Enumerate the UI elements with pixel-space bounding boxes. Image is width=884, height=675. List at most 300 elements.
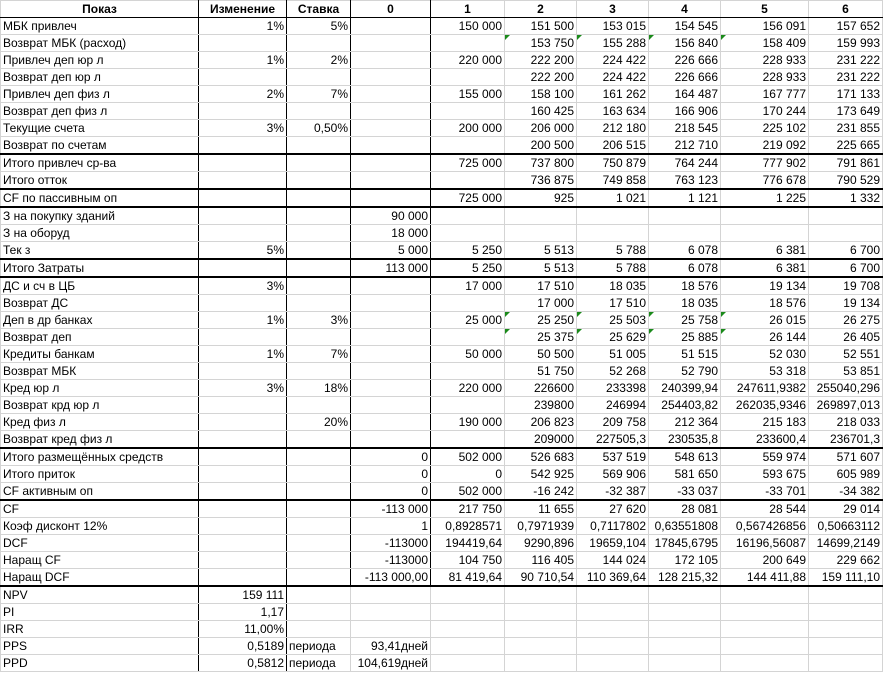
value-cell[interactable] [809,604,883,621]
value-cell[interactable] [431,655,505,672]
row-label-cell[interactable]: PPD [1,655,199,672]
value-cell[interactable]: 215 183 [721,414,809,431]
value-cell[interactable] [351,621,431,638]
row-label-cell[interactable]: МБК привлеч [1,18,199,35]
value-cell[interactable]: 209000 [505,431,577,449]
value-cell[interactable]: 113 000 [351,259,431,277]
value-cell[interactable] [199,397,287,414]
value-cell[interactable]: 25 250 [505,312,577,329]
row-label-cell[interactable]: Кред юр л [1,380,199,397]
value-cell[interactable] [199,483,287,501]
value-cell[interactable]: 144 024 [577,552,649,569]
value-cell[interactable] [809,586,883,604]
row-label-cell[interactable]: Деп в др банках [1,312,199,329]
column-header[interactable]: Показ [1,1,199,18]
value-cell[interactable] [287,483,351,501]
value-cell[interactable]: 51 750 [505,363,577,380]
row-label-cell[interactable]: Возврат МБК (расход) [1,35,199,52]
value-cell[interactable] [431,295,505,312]
value-cell[interactable] [351,295,431,312]
value-cell[interactable]: 19 708 [809,277,883,295]
column-header[interactable]: 5 [721,1,809,18]
value-cell[interactable] [199,137,287,155]
value-cell[interactable]: 750 879 [577,154,649,172]
value-cell[interactable]: 925 [505,189,577,207]
value-cell[interactable]: -33 037 [649,483,721,501]
value-cell[interactable]: 5% [287,18,351,35]
value-cell[interactable]: 151 500 [505,18,577,35]
value-cell[interactable]: 26 144 [721,329,809,346]
value-cell[interactable] [351,35,431,52]
value-cell[interactable]: 50 500 [505,346,577,363]
value-cell[interactable] [287,604,351,621]
value-cell[interactable]: 542 925 [505,466,577,483]
value-cell[interactable]: 5 788 [577,259,649,277]
row-label-cell[interactable]: Возврат по счетам [1,137,199,155]
value-cell[interactable] [649,586,721,604]
value-cell[interactable]: 26 275 [809,312,883,329]
row-label-cell[interactable]: Итого Затраты [1,259,199,277]
value-cell[interactable] [721,655,809,672]
row-label-cell[interactable]: Возврат кред физ л [1,431,199,449]
value-cell[interactable]: 171 133 [809,86,883,103]
value-cell[interactable]: 155 000 [431,86,505,103]
value-cell[interactable] [809,207,883,225]
value-cell[interactable]: 1 225 [721,189,809,207]
value-cell[interactable]: 269897,013 [809,397,883,414]
value-cell[interactable]: 18% [287,380,351,397]
value-cell[interactable]: 164 487 [649,86,721,103]
value-cell[interactable]: 156 840 [649,35,721,52]
value-cell[interactable] [351,329,431,346]
value-cell[interactable] [809,621,883,638]
value-cell[interactable]: 254403,82 [649,397,721,414]
value-cell[interactable] [199,207,287,225]
value-cell[interactable] [577,207,649,225]
value-cell[interactable]: 736 875 [505,172,577,190]
value-cell[interactable]: 173 649 [809,103,883,120]
value-cell[interactable]: 19 134 [809,295,883,312]
value-cell[interactable]: 159 111 [199,586,287,604]
value-cell[interactable] [287,431,351,449]
row-label-cell[interactable]: NPV [1,586,199,604]
value-cell[interactable]: 200 000 [431,120,505,137]
value-cell[interactable]: 166 906 [649,103,721,120]
row-label-cell[interactable]: ДС и сч в ЦБ [1,277,199,295]
row-label-cell[interactable]: PPS [1,638,199,655]
row-label-cell[interactable]: Кредиты банкам [1,346,199,363]
column-header[interactable]: 0 [351,1,431,18]
value-cell[interactable] [287,154,351,172]
value-cell[interactable]: 502 000 [431,483,505,501]
row-label-cell[interactable]: CF по пассивным оп [1,189,199,207]
value-cell[interactable]: 25 629 [577,329,649,346]
value-cell[interactable]: 239800 [505,397,577,414]
value-cell[interactable]: 7% [287,86,351,103]
value-cell[interactable]: 52 030 [721,346,809,363]
value-cell[interactable] [351,363,431,380]
value-cell[interactable] [351,380,431,397]
value-cell[interactable]: 161 262 [577,86,649,103]
value-cell[interactable]: 5 513 [505,259,577,277]
value-cell[interactable]: 128 215,32 [649,569,721,587]
value-cell[interactable] [351,586,431,604]
value-cell[interactable]: 159 111,10 [809,569,883,587]
value-cell[interactable]: 5 000 [351,242,431,260]
row-label-cell[interactable]: CF [1,500,199,518]
value-cell[interactable]: 25 503 [577,312,649,329]
value-cell[interactable] [287,448,351,466]
column-header[interactable]: 6 [809,1,883,18]
row-label-cell[interactable]: Текущие счета [1,120,199,137]
value-cell[interactable]: 218 033 [809,414,883,431]
value-cell[interactable]: 240399,94 [649,380,721,397]
value-cell[interactable] [199,329,287,346]
value-cell[interactable]: 17 510 [505,277,577,295]
value-cell[interactable] [351,431,431,449]
value-cell[interactable] [199,518,287,535]
value-cell[interactable]: 1 [351,518,431,535]
value-cell[interactable]: 2% [287,52,351,69]
value-cell[interactable]: 777 902 [721,154,809,172]
value-cell[interactable] [431,35,505,52]
value-cell[interactable]: 167 777 [721,86,809,103]
value-cell[interactable] [287,397,351,414]
value-cell[interactable]: 0 [351,483,431,501]
value-cell[interactable]: 194419,64 [431,535,505,552]
value-cell[interactable]: 209 758 [577,414,649,431]
value-cell[interactable]: 230535,8 [649,431,721,449]
value-cell[interactable]: 20% [287,414,351,431]
value-cell[interactable]: 26 015 [721,312,809,329]
value-cell[interactable]: 212 180 [577,120,649,137]
value-cell[interactable]: 224 422 [577,52,649,69]
value-cell[interactable]: 791 861 [809,154,883,172]
value-cell[interactable]: 52 551 [809,346,883,363]
value-cell[interactable] [431,103,505,120]
value-cell[interactable]: 7% [287,346,351,363]
value-cell[interactable] [199,189,287,207]
value-cell[interactable] [505,638,577,655]
value-cell[interactable] [351,137,431,155]
value-cell[interactable] [287,69,351,86]
value-cell[interactable]: -33 701 [721,483,809,501]
value-cell[interactable]: 0,5812 [199,655,287,672]
value-cell[interactable] [199,500,287,518]
value-cell[interactable]: 19 134 [721,277,809,295]
value-cell[interactable]: 154 545 [649,18,721,35]
value-cell[interactable] [287,621,351,638]
value-cell[interactable] [431,69,505,86]
value-cell[interactable]: 9290,896 [505,535,577,552]
row-label-cell[interactable]: Наращ CF [1,552,199,569]
value-cell[interactable] [199,225,287,242]
value-cell[interactable] [721,621,809,638]
row-label-cell[interactable]: З на покупку зданий [1,207,199,225]
column-header[interactable]: 2 [505,1,577,18]
value-cell[interactable] [649,638,721,655]
value-cell[interactable]: 233600,4 [721,431,809,449]
value-cell[interactable] [351,69,431,86]
value-cell[interactable]: 5 250 [431,242,505,260]
row-label-cell[interactable]: Итого привлеч ср-ва [1,154,199,172]
value-cell[interactable] [351,414,431,431]
value-cell[interactable]: 3% [199,277,287,295]
value-cell[interactable]: 236701,3 [809,431,883,449]
value-cell[interactable]: 220 000 [431,380,505,397]
row-label-cell[interactable]: З на оборуд [1,225,199,242]
value-cell[interactable] [505,586,577,604]
value-cell[interactable]: 11,00% [199,621,287,638]
value-cell[interactable]: 5 788 [577,242,649,260]
value-cell[interactable]: 158 100 [505,86,577,103]
value-cell[interactable]: 1 332 [809,189,883,207]
value-cell[interactable]: 150 000 [431,18,505,35]
value-cell[interactable] [287,259,351,277]
value-cell[interactable] [431,621,505,638]
value-cell[interactable] [199,35,287,52]
value-cell[interactable]: 206 823 [505,414,577,431]
value-cell[interactable]: 0,8928571 [431,518,505,535]
value-cell[interactable]: 776 678 [721,172,809,190]
row-label-cell[interactable]: CF активным оп [1,483,199,501]
value-cell[interactable] [351,172,431,190]
value-cell[interactable]: 51 005 [577,346,649,363]
value-cell[interactable]: 25 885 [649,329,721,346]
value-cell[interactable]: 17 000 [431,277,505,295]
value-cell[interactable] [351,189,431,207]
value-cell[interactable]: 81 419,64 [431,569,505,587]
value-cell[interactable]: 581 650 [649,466,721,483]
value-cell[interactable] [431,363,505,380]
row-label-cell[interactable]: Тек з [1,242,199,260]
value-cell[interactable] [351,120,431,137]
value-cell[interactable] [577,586,649,604]
value-cell[interactable]: 29 014 [809,500,883,518]
value-cell[interactable]: 228 933 [721,52,809,69]
column-header[interactable]: Изменение [199,1,287,18]
value-cell[interactable]: 1 121 [649,189,721,207]
value-cell[interactable]: 0 [351,448,431,466]
value-cell[interactable]: 110 369,64 [577,569,649,587]
value-cell[interactable]: 262035,9346 [721,397,809,414]
value-cell[interactable] [431,638,505,655]
value-cell[interactable]: 220 000 [431,52,505,69]
value-cell[interactable] [649,604,721,621]
value-cell[interactable] [199,69,287,86]
value-cell[interactable]: 155 288 [577,35,649,52]
value-cell[interactable] [287,552,351,569]
value-cell[interactable] [351,52,431,69]
value-cell[interactable] [199,448,287,466]
value-cell[interactable]: 17 000 [505,295,577,312]
row-label-cell[interactable]: Кред физ л [1,414,199,431]
row-label-cell[interactable]: Возврат деп физ л [1,103,199,120]
value-cell[interactable] [809,655,883,672]
value-cell[interactable]: 5% [199,242,287,260]
value-cell[interactable]: 17 510 [577,295,649,312]
value-cell[interactable]: 170 244 [721,103,809,120]
value-cell[interactable] [287,207,351,225]
value-cell[interactable]: 17845,6795 [649,535,721,552]
value-cell[interactable]: -113000 [351,552,431,569]
value-cell[interactable]: 157 652 [809,18,883,35]
value-cell[interactable]: 104,619дней [351,655,431,672]
value-cell[interactable] [431,207,505,225]
value-cell[interactable] [199,172,287,190]
value-cell[interactable] [287,103,351,120]
value-cell[interactable] [199,363,287,380]
value-cell[interactable] [577,621,649,638]
row-label-cell[interactable]: Наращ DCF [1,569,199,587]
value-cell[interactable]: 156 091 [721,18,809,35]
value-cell[interactable]: 1% [199,52,287,69]
value-cell[interactable]: 144 411,88 [721,569,809,587]
value-cell[interactable]: 0 [431,466,505,483]
column-header[interactable]: Ставка [287,1,351,18]
value-cell[interactable] [577,655,649,672]
value-cell[interactable]: 725 000 [431,189,505,207]
value-cell[interactable]: 790 529 [809,172,883,190]
value-cell[interactable]: 158 409 [721,35,809,52]
value-cell[interactable] [431,586,505,604]
value-cell[interactable] [721,638,809,655]
value-cell[interactable]: 537 519 [577,448,649,466]
value-cell[interactable] [287,172,351,190]
value-cell[interactable]: 0,50% [287,120,351,137]
value-cell[interactable]: 0,567426856 [721,518,809,535]
column-header[interactable]: 4 [649,1,721,18]
value-cell[interactable]: -113 000 [351,500,431,518]
value-cell[interactable]: 231 222 [809,52,883,69]
value-cell[interactable] [721,586,809,604]
value-cell[interactable]: 25 000 [431,312,505,329]
value-cell[interactable] [287,137,351,155]
value-cell[interactable] [199,259,287,277]
value-cell[interactable]: 226600 [505,380,577,397]
value-cell[interactable]: 725 000 [431,154,505,172]
value-cell[interactable] [431,137,505,155]
value-cell[interactable]: 18 576 [721,295,809,312]
row-label-cell[interactable]: Возврат крд юр л [1,397,199,414]
value-cell[interactable] [287,466,351,483]
value-cell[interactable]: 18 035 [577,277,649,295]
value-cell[interactable]: 6 381 [721,242,809,260]
row-label-cell[interactable]: Итого приток [1,466,199,483]
value-cell[interactable] [351,154,431,172]
value-cell[interactable]: 1 021 [577,189,649,207]
value-cell[interactable]: 605 989 [809,466,883,483]
value-cell[interactable]: 222 200 [505,69,577,86]
value-cell[interactable]: 52 268 [577,363,649,380]
value-cell[interactable]: 571 607 [809,448,883,466]
value-cell[interactable]: 0,63551808 [649,518,721,535]
value-cell[interactable]: 206 515 [577,137,649,155]
value-cell[interactable]: 246994 [577,397,649,414]
value-cell[interactable]: 764 244 [649,154,721,172]
value-cell[interactable]: -113 000,00 [351,569,431,587]
value-cell[interactable]: 3% [199,120,287,137]
value-cell[interactable] [287,225,351,242]
value-cell[interactable] [351,18,431,35]
value-cell[interactable]: 737 800 [505,154,577,172]
value-cell[interactable]: 0 [351,466,431,483]
value-cell[interactable] [287,189,351,207]
value-cell[interactable]: 104 750 [431,552,505,569]
value-cell[interactable] [577,604,649,621]
value-cell[interactable] [287,363,351,380]
value-cell[interactable]: 206 000 [505,120,577,137]
value-cell[interactable]: 1% [199,346,287,363]
value-cell[interactable] [577,225,649,242]
value-cell[interactable] [287,500,351,518]
value-cell[interactable] [351,312,431,329]
value-cell[interactable]: -34 382 [809,483,883,501]
value-cell[interactable] [431,225,505,242]
value-cell[interactable]: 6 381 [721,259,809,277]
value-cell[interactable]: 53 851 [809,363,883,380]
value-cell[interactable]: 559 974 [721,448,809,466]
value-cell[interactable] [351,103,431,120]
value-cell[interactable]: периода [287,655,351,672]
value-cell[interactable] [199,569,287,587]
value-cell[interactable]: 27 620 [577,500,649,518]
value-cell[interactable]: 14699,2149 [809,535,883,552]
value-cell[interactable]: 255040,296 [809,380,883,397]
value-cell[interactable] [287,586,351,604]
value-cell[interactable]: 233398 [577,380,649,397]
value-cell[interactable] [505,207,577,225]
row-label-cell[interactable]: Итого отток [1,172,199,190]
row-label-cell[interactable]: Привлеч деп физ л [1,86,199,103]
value-cell[interactable] [351,397,431,414]
value-cell[interactable]: 228 933 [721,69,809,86]
value-cell[interactable]: 6 700 [809,259,883,277]
value-cell[interactable] [721,207,809,225]
value-cell[interactable] [287,295,351,312]
value-cell[interactable] [431,397,505,414]
value-cell[interactable] [351,277,431,295]
value-cell[interactable] [287,518,351,535]
value-cell[interactable]: 227505,3 [577,431,649,449]
value-cell[interactable]: 0,5189 [199,638,287,655]
value-cell[interactable]: 200 500 [505,137,577,155]
value-cell[interactable]: -32 387 [577,483,649,501]
value-cell[interactable]: 11 655 [505,500,577,518]
row-label-cell[interactable]: Возврат деп [1,329,199,346]
value-cell[interactable] [199,414,287,431]
value-cell[interactable]: 1% [199,312,287,329]
value-cell[interactable]: 25 758 [649,312,721,329]
value-cell[interactable]: 1,17 [199,604,287,621]
value-cell[interactable]: 212 710 [649,137,721,155]
value-cell[interactable] [431,329,505,346]
value-cell[interactable] [199,103,287,120]
value-cell[interactable]: 217 750 [431,500,505,518]
value-cell[interactable] [199,466,287,483]
value-cell[interactable]: 225 102 [721,120,809,137]
value-cell[interactable]: 226 666 [649,52,721,69]
value-cell[interactable]: 5 513 [505,242,577,260]
row-label-cell[interactable]: IRR [1,621,199,638]
value-cell[interactable]: 749 858 [577,172,649,190]
value-cell[interactable]: 763 123 [649,172,721,190]
value-cell[interactable]: 153 015 [577,18,649,35]
value-cell[interactable]: 219 092 [721,137,809,155]
row-label-cell[interactable]: Привлеч деп юр л [1,52,199,69]
value-cell[interactable] [649,207,721,225]
value-cell[interactable]: 593 675 [721,466,809,483]
